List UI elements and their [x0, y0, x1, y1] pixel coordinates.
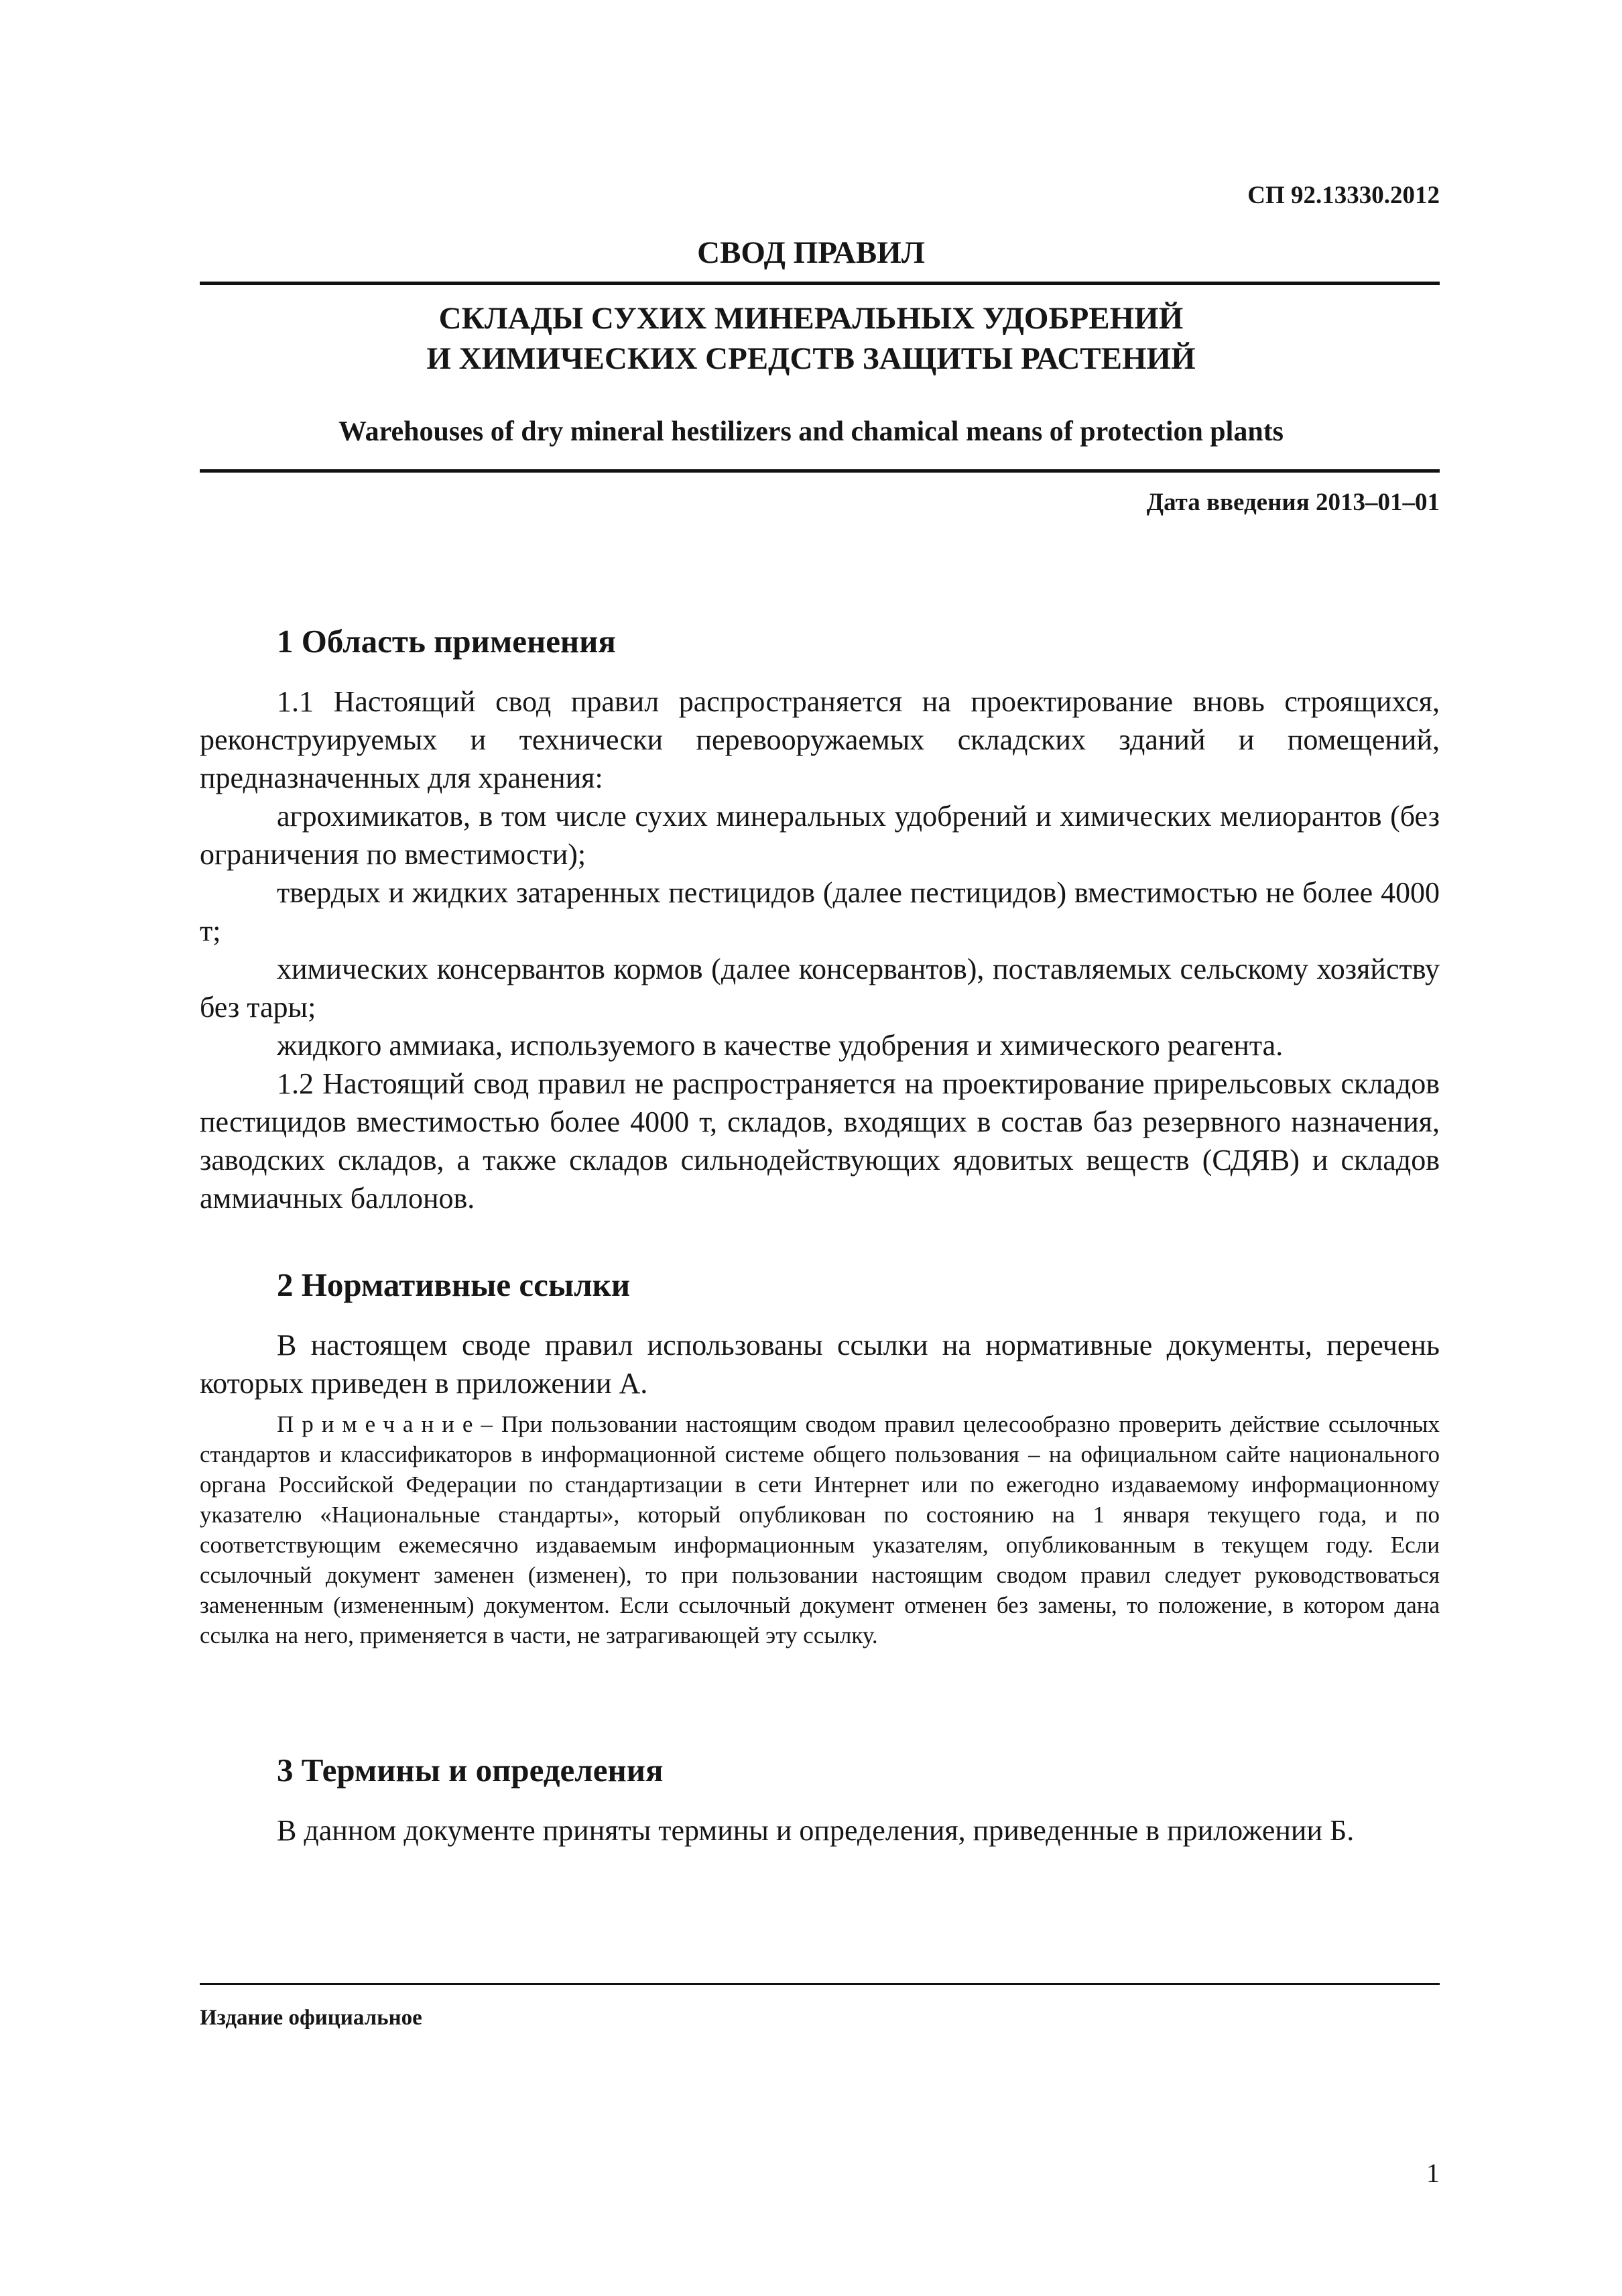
- code-of-rules-title: СВОД ПРАВИЛ: [697, 235, 925, 270]
- list-item: жидкого аммиака, используемого в качестве удобрения и химического реагента.: [277, 1029, 1284, 1062]
- standard-title: [0, 298, 1622, 379]
- note-paragraph: [200, 1409, 1440, 1650]
- note-text: – При пользовании настоящим сводом правил целесообразно проверить действие ссылочных стандартов и классификаторов в информационной системе общего пользования – на официальном сайте национального органа Российской Федерации по стандартизации в сети Интернет или по ежегодно издаваемому информационному указателю «Национальные стандарты», который опубликован по состоянию на 1 января текущего года, и по соответствующим ежемесячно издаваемым информационным указателям, опубликованным в текущем году. Если ссылочный документ заменен (изменен), то при пользовании настоящим сводом правил следует руководствоваться замененным (измененным) документом. Если ссылочный документ отменен без замены, то положение, в котором дана ссылка на него, применяется в части, не затрагивающей эту ссылку.: [200, 1411, 1440, 1648]
- document-code: СП 92.13330.2012: [1247, 182, 1440, 209]
- section-terms-body: [200, 1811, 1440, 1850]
- paragraph: 1.2 Настоящий свод правил не распространяется на проектирование прирельсовых складов пестицидов вместимостью более 4000 т, складов, входящих в состав баз резервного назначения, заводских складов, а также складов сильнодействующих ядовитых веществ (СДЯВ) и складов аммиачных баллонов.: [200, 1067, 1440, 1215]
- list-item: агрохимикатов, в том числе сухих минеральных удобрений и химических мелиорантов (без ограничения по вместимости);: [200, 800, 1440, 871]
- section-heading-scope: 1 Область применения: [277, 623, 616, 660]
- standard-title-line-1: СКЛАДЫ СУХИХ МИНЕРАЛЬНЫХ УДОБРЕНИЙ: [438, 301, 1184, 336]
- standard-title-line-2: И ХИМИЧЕСКИХ СРЕДСТВ ЗАЩИТЫ РАСТЕНИЙ: [426, 341, 1196, 376]
- section-scope-body: [200, 682, 1440, 1217]
- paragraph: В данном документе приняты термины и определения, приведенные в приложении Б.: [277, 1814, 1355, 1847]
- list-item: химических консервантов кормов (далее консервантов), поставляемых сельскому хозяйству без тары;: [200, 953, 1440, 1024]
- page-number: 1: [1426, 2158, 1440, 2188]
- references-note: [200, 1409, 1440, 1650]
- paragraph: 1.1 Настоящий свод правил распространяется на проектирование вновь строящихся, реконструируемых и технически перевооружаемых складских зданий и помещений, предназначенных для хранения:: [200, 685, 1440, 794]
- footer-rule: [200, 1983, 1440, 1985]
- list-item: твердых и жидких затаренных пестицидов (далее пестицидов) вместимостью не более 4000 т;: [200, 876, 1440, 947]
- english-title: Warehouses of dry mineral hestilizers and chamical means of protection plants: [338, 416, 1284, 447]
- title-rule-top: [200, 282, 1440, 285]
- introduction-date: Дата введения 2013–01–01: [1146, 489, 1440, 516]
- title-rule-bottom: [200, 469, 1440, 473]
- edition-label: Издание официальное: [200, 2006, 422, 2030]
- paragraph: В настоящем своде правил использованы ссылки на нормативные документы, перечень которых приведен в приложении А.: [200, 1329, 1440, 1400]
- section-heading-terms: 3 Термины и определения: [277, 1752, 664, 1789]
- section-heading-normative-references: 2 Нормативные ссылки: [277, 1266, 631, 1303]
- note-label: Примечание: [277, 1411, 481, 1437]
- section-references-body: [200, 1326, 1440, 1402]
